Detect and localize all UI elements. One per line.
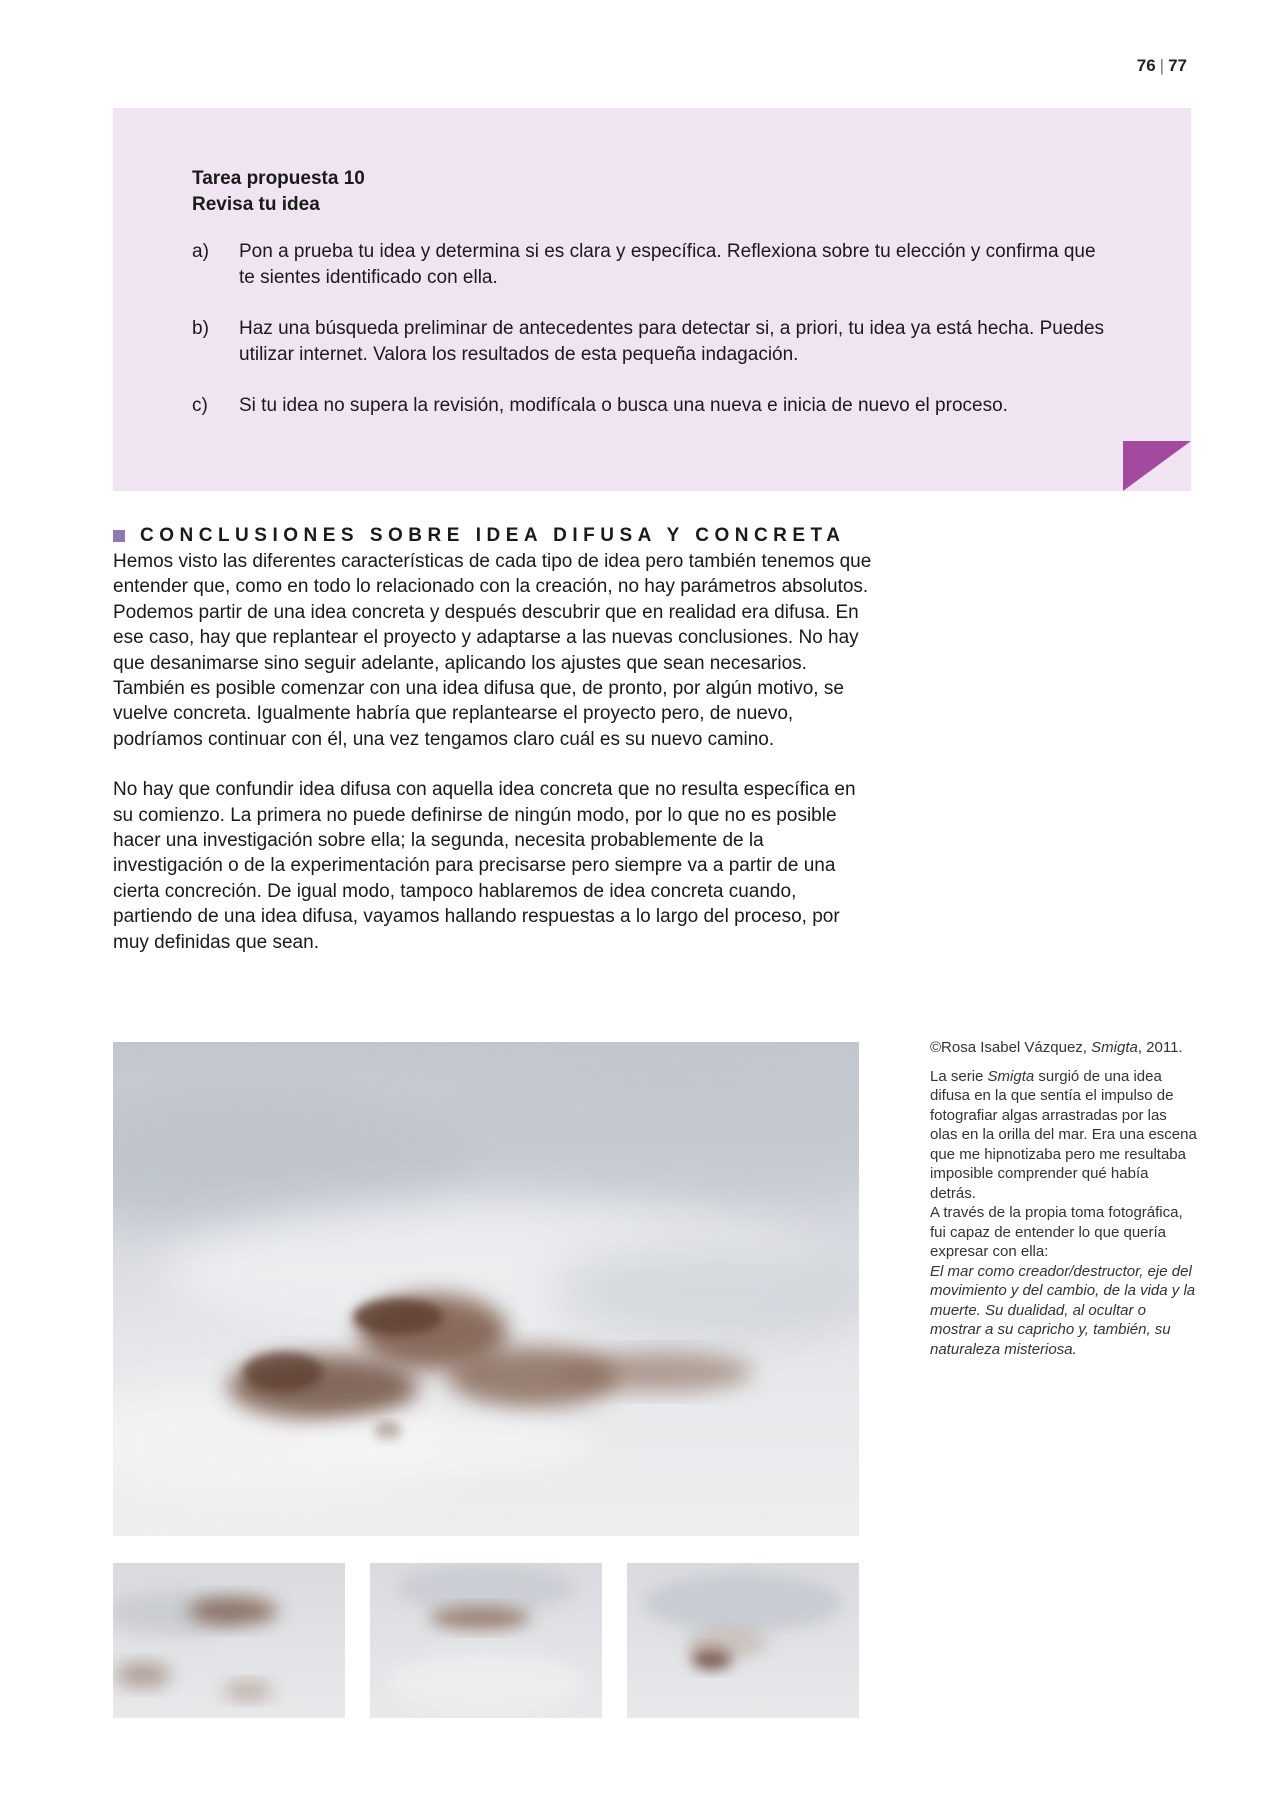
task-item (192, 316, 1112, 368)
section-heading-text: CONCLUSIONES SOBRE IDEA DIFUSA Y CONCRETA (140, 525, 846, 546)
page-numbers (1137, 56, 1187, 76)
body-paragraph: Hemos visto las diferentes características de cada tipo de idea pero también tenemos que entender que, como en todo lo relacionado con la creación, no hay parámetros absolutos. Podemos partir de una idea concreta y después descubrir que en realidad era difusa. En ese caso, hay que replantear el proyecto y adaptarse a las nuevas conclusiones. No hay que desanimarse sino seguir adelante, aplicando los ajustes que sean necesarios. También es posible comenzar con una idea difusa que, de pronto, por algún motivo, se vuelve concreta. Igualmente habría que replantearse el proyecto pero, de nuevo, podríamos continuar con él, una vez tengamos claro cuál es su nuevo camino. (113, 551, 872, 750)
body-paragraph: No hay que confundir idea difusa con aquella idea concreta que no resulta específica en su comienzo. La primera no puede definirse de ningún modo, por lo que no es posible hacer una investigación sobre ella; la segunda, necesita probablemente de la investigación o de la experimentación para precisarse pero siempre va a partir de una cierta concreción. De igual modo, tampoco hablaremos de idea concreta cuando, partiendo de una idea difusa, vayamos hallando respuestas a lo largo del proceso, por muy definidas que sean. (113, 779, 856, 953)
caption-body (930, 1067, 1198, 1360)
credit-prefix: ©Rosa Isabel Vázquez, (930, 1039, 1092, 1056)
thumbnail-photo-2 (370, 1563, 602, 1718)
task-box (113, 108, 1191, 491)
caption-text-2: A través de la propia toma fotográfica, fui capaz de entender lo que quería expresar con ella: (930, 1204, 1183, 1260)
page-number-separator: | (1159, 56, 1165, 75)
corner-triangle-icon (1123, 441, 1191, 491)
task-title (192, 166, 365, 218)
seaweed-photo-image (113, 1042, 859, 1536)
caption-text: surgió de una idea difusa en la que sentía el impulso de fotografiar algas arrastradas por las olas en la orilla del mar. Era una escena que me hipnotizaba pero me resultaba imposible comprender qué había detrás. (930, 1067, 1197, 1202)
main-photo (113, 1042, 859, 1536)
task-item-text: Pon a prueba tu idea y determina si es clara y específica. Reflexiona sobre tu elección y confirma que te sientes identificado con ella. (239, 241, 1096, 288)
task-item-label: c) (192, 395, 208, 416)
conclusions-section (113, 525, 873, 955)
task-item-text: Haz una búsqueda preliminar de antecedentes para detectar si, a priori, tu idea ya está hecha. Puedes utilizar internet. Valora los resultados de esta pequeña indagación. (239, 318, 1105, 365)
thumbnail-image (370, 1563, 602, 1718)
photo-credit (930, 1038, 1198, 1058)
task-item (192, 239, 1112, 291)
task-title-line1: Tarea propuesta 10 (192, 168, 365, 189)
task-item-text: Si tu idea no supera la revisión, modifícala o busca una nueva e inicia de nuevo el proceso. (239, 395, 1008, 416)
caption-prefix: La serie (930, 1067, 988, 1085)
credit-title: Smigta (1091, 1039, 1138, 1056)
thumbnail-photo-3 (627, 1563, 859, 1718)
caption-quote: El mar como creador/destructor, eje del movimiento y del cambio, de la vida y la muerte. Su dualidad, al ocultar o mostrar a su capricho y, también, su naturaleza misteriosa. (930, 1262, 1196, 1358)
task-item-label: b) (192, 318, 209, 339)
page-number-right: 77 (1168, 56, 1187, 75)
section-heading (113, 525, 873, 547)
thumbnail-image (627, 1563, 859, 1718)
photo-caption (930, 1038, 1198, 1359)
task-item-label: a) (192, 241, 209, 262)
page-number-left: 76 (1136, 56, 1156, 75)
task-title-line2: Revisa tu idea (192, 194, 320, 215)
task-list (192, 239, 1112, 444)
caption-series: Smigta (987, 1067, 1035, 1085)
credit-suffix: , 2011. (1137, 1039, 1183, 1056)
heading-square-icon (113, 530, 125, 542)
thumbnail-photo-1 (113, 1563, 345, 1718)
thumbnail-image (113, 1563, 345, 1718)
task-item (192, 393, 1112, 419)
